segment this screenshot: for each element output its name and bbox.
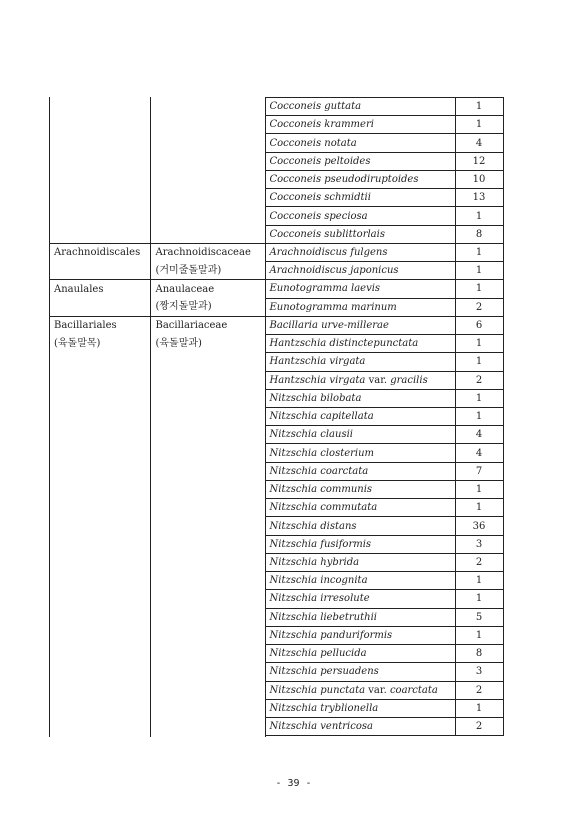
species-cell: Eunotogramma marinum (265, 298, 455, 316)
table-row (49, 699, 503, 717)
count-cell: 4 (455, 134, 503, 152)
family-cell (150, 189, 265, 207)
count-cell: 1 (455, 407, 503, 425)
count-cell: 13 (455, 189, 503, 207)
family-cell (150, 225, 265, 243)
count-cell: 8 (455, 645, 503, 663)
order-cell: Anaulales (49, 280, 150, 298)
count-cell: 7 (455, 462, 503, 480)
species-cell: Cocconeis krammeri (265, 116, 455, 134)
count-cell: 4 (455, 444, 503, 462)
order-cell (49, 717, 150, 735)
species-cell: Nitzschia punctata var. coarctata (265, 681, 455, 699)
count-cell: 1 (455, 590, 503, 608)
count-cell: 36 (455, 517, 503, 535)
table-row (49, 444, 503, 462)
species-cell: Hantzschia virgata var. gracilis (265, 371, 455, 389)
species-cell: Arachnoidiscus japonicus (265, 262, 455, 280)
table-row (49, 663, 503, 681)
species-cell: Cocconeis speciosa (265, 207, 455, 225)
order-cell (49, 189, 150, 207)
table-row (49, 608, 503, 626)
table-row (49, 426, 503, 444)
table-row (49, 553, 503, 571)
count-cell: 5 (455, 608, 503, 626)
order-cell (49, 626, 150, 644)
table-row (49, 389, 503, 407)
species-cell: Nitzschia persuadens (265, 663, 455, 681)
table-row (49, 134, 503, 152)
species-cell: Nitzschia distans (265, 517, 455, 535)
species-cell: Cocconeis pseudodiruptoides (265, 170, 455, 188)
table-row (49, 243, 503, 261)
table-row (49, 371, 503, 389)
count-cell: 1 (455, 116, 503, 134)
count-cell: 6 (455, 316, 503, 334)
variety-marker: var. (368, 374, 388, 386)
table-row (49, 717, 503, 735)
species-cell: Nitzschia bilobata (265, 389, 455, 407)
order-cell (49, 298, 150, 316)
table-row (49, 316, 503, 334)
order-cell (49, 462, 150, 480)
family-cell (150, 663, 265, 681)
order-cell: (육돌말목) (54, 338, 101, 350)
count-cell: 2 (455, 371, 503, 389)
family-cell (150, 116, 265, 134)
family-cell (150, 444, 265, 462)
species-cell: Cocconeis guttata (265, 98, 455, 116)
order-cell (49, 116, 150, 134)
count-cell: 8 (455, 225, 503, 243)
order-cell (49, 98, 150, 116)
species-cell: Eunotogramma laevis (265, 280, 455, 298)
order-cell (49, 407, 150, 425)
family-cell (150, 535, 265, 553)
order-cell (49, 480, 150, 498)
table-row (49, 207, 503, 225)
order-cell (49, 535, 150, 553)
order-cell (49, 553, 150, 571)
family-cell (150, 626, 265, 644)
table-row (49, 225, 503, 243)
species-cell: Cocconeis peltoides (265, 152, 455, 170)
order-cell (49, 262, 150, 280)
table-row (49, 462, 503, 480)
order-cell (49, 499, 150, 517)
count-cell: 1 (455, 626, 503, 644)
species-cell: Nitzschia coarctata (265, 462, 455, 480)
count-cell: 1 (455, 389, 503, 407)
table-row (49, 116, 503, 134)
order-cell (49, 170, 150, 188)
family-cell: Anaulaceae (150, 280, 265, 298)
species-cell: Nitzschia tryblionella (265, 699, 455, 717)
family-cell (150, 553, 265, 571)
order-cell (49, 371, 150, 389)
family-cell (150, 645, 265, 663)
family-cell (150, 207, 265, 225)
order-cell (49, 207, 150, 225)
count-cell: 3 (455, 663, 503, 681)
family-cell (150, 389, 265, 407)
family-cell: (짱지돌말과) (150, 298, 265, 316)
count-cell: 1 (455, 207, 503, 225)
count-cell: 1 (455, 699, 503, 717)
order-cell (49, 572, 150, 590)
table-row (49, 262, 503, 280)
species-cell: Hantzschia virgata (265, 353, 455, 371)
family-cell (150, 462, 265, 480)
species-cell: Nitzschia liebetruthii (265, 608, 455, 626)
family-cell (150, 152, 265, 170)
family-cell (150, 170, 265, 188)
count-cell: 1 (455, 262, 503, 280)
table-row (49, 572, 503, 590)
table-row (49, 480, 503, 498)
table-row (49, 98, 503, 116)
order-cell (49, 590, 150, 608)
family-cell (150, 353, 265, 371)
table-row (49, 298, 503, 316)
order-cell (49, 699, 150, 717)
species-cell: Nitzschia pellucida (265, 645, 455, 663)
family-cell: Bacillariaceae (150, 316, 265, 334)
count-cell: 3 (455, 535, 503, 553)
order-cell (49, 426, 150, 444)
table-row (49, 517, 503, 535)
table-row (49, 152, 503, 170)
species-cell: Nitzschia incognita (265, 572, 455, 590)
table-row (49, 335, 503, 353)
species-cell: Nitzschia communis (265, 480, 455, 498)
family-cell (150, 407, 265, 425)
species-cell: Nitzschia closterium (265, 444, 455, 462)
table-row (49, 535, 503, 553)
order-cell (49, 225, 150, 243)
count-cell: 1 (455, 243, 503, 261)
family-cell (150, 590, 265, 608)
family-cell (150, 426, 265, 444)
order-cell (49, 152, 150, 170)
count-cell: 1 (455, 499, 503, 517)
order-cell: Bacillariales (49, 316, 150, 334)
order-cell (49, 353, 150, 371)
species-cell: Nitzschia irresolute (265, 590, 455, 608)
family-cell (150, 98, 265, 116)
species-cell: Nitzschia clausii (265, 426, 455, 444)
count-cell: 10 (455, 170, 503, 188)
family-cell (150, 480, 265, 498)
species-table-body (49, 98, 503, 736)
count-cell: 2 (455, 298, 503, 316)
count-cell: 1 (455, 98, 503, 116)
count-cell: 1 (455, 335, 503, 353)
table-row (49, 407, 503, 425)
variety-marker: var. (368, 684, 387, 696)
table-row (49, 590, 503, 608)
table-row (49, 645, 503, 663)
species-cell: Nitzschia ventricosa (265, 717, 455, 735)
order-cell (49, 444, 150, 462)
count-cell: 12 (455, 152, 503, 170)
species-cell: Nitzschia capitellata (265, 407, 455, 425)
species-cell: Nitzschia commutata (265, 499, 455, 517)
species-cell: Nitzschia fusiformis (265, 535, 455, 553)
count-cell: 4 (455, 426, 503, 444)
family-cell (150, 681, 265, 699)
order-cell (49, 608, 150, 626)
species-cell: Cocconeis sublittorlais (265, 225, 455, 243)
family-cell (150, 134, 265, 152)
table-row (49, 626, 503, 644)
family-cell (150, 517, 265, 535)
species-cell: Hantzschia distinctepunctata (265, 335, 455, 353)
count-cell: 2 (455, 717, 503, 735)
family-cell (150, 717, 265, 735)
order-cell (49, 389, 150, 407)
family-cell: (육돌말과) (150, 335, 265, 353)
order-cell (49, 645, 150, 663)
species-cell: Arachnoidiscus fulgens (265, 243, 455, 261)
species-cell: Cocconeis schmidtii (265, 189, 455, 207)
count-cell: 2 (455, 681, 503, 699)
table-row (49, 499, 503, 517)
table-row (49, 681, 503, 699)
family-cell: (거미줄돌말과) (150, 262, 265, 280)
species-cell: Cocconeis notata (265, 134, 455, 152)
order-cell (49, 134, 150, 152)
page-number: - 39 - (275, 778, 312, 789)
family-cell (150, 371, 265, 389)
species-table (49, 97, 504, 736)
family-cell: Arachnoidiscaceae (150, 243, 265, 261)
count-cell: 1 (455, 353, 503, 371)
order-cell (49, 681, 150, 699)
family-cell (150, 699, 265, 717)
order-cell: Arachnoidiscales (49, 243, 150, 261)
species-cell: Nitzschia panduriformis (265, 626, 455, 644)
family-cell (150, 572, 265, 590)
family-cell (150, 608, 265, 626)
table-row (49, 280, 503, 298)
family-cell (150, 499, 265, 517)
species-cell: Nitzschia hybrida (265, 553, 455, 571)
count-cell: 2 (455, 553, 503, 571)
table-row (49, 189, 503, 207)
count-cell: 1 (455, 480, 503, 498)
table-row (49, 353, 503, 371)
count-cell: 1 (455, 572, 503, 590)
table-row (49, 170, 503, 188)
species-cell: Bacillaria urve-millerae (265, 316, 455, 334)
count-cell: 1 (455, 280, 503, 298)
order-cell (49, 663, 150, 681)
order-cell (49, 517, 150, 535)
